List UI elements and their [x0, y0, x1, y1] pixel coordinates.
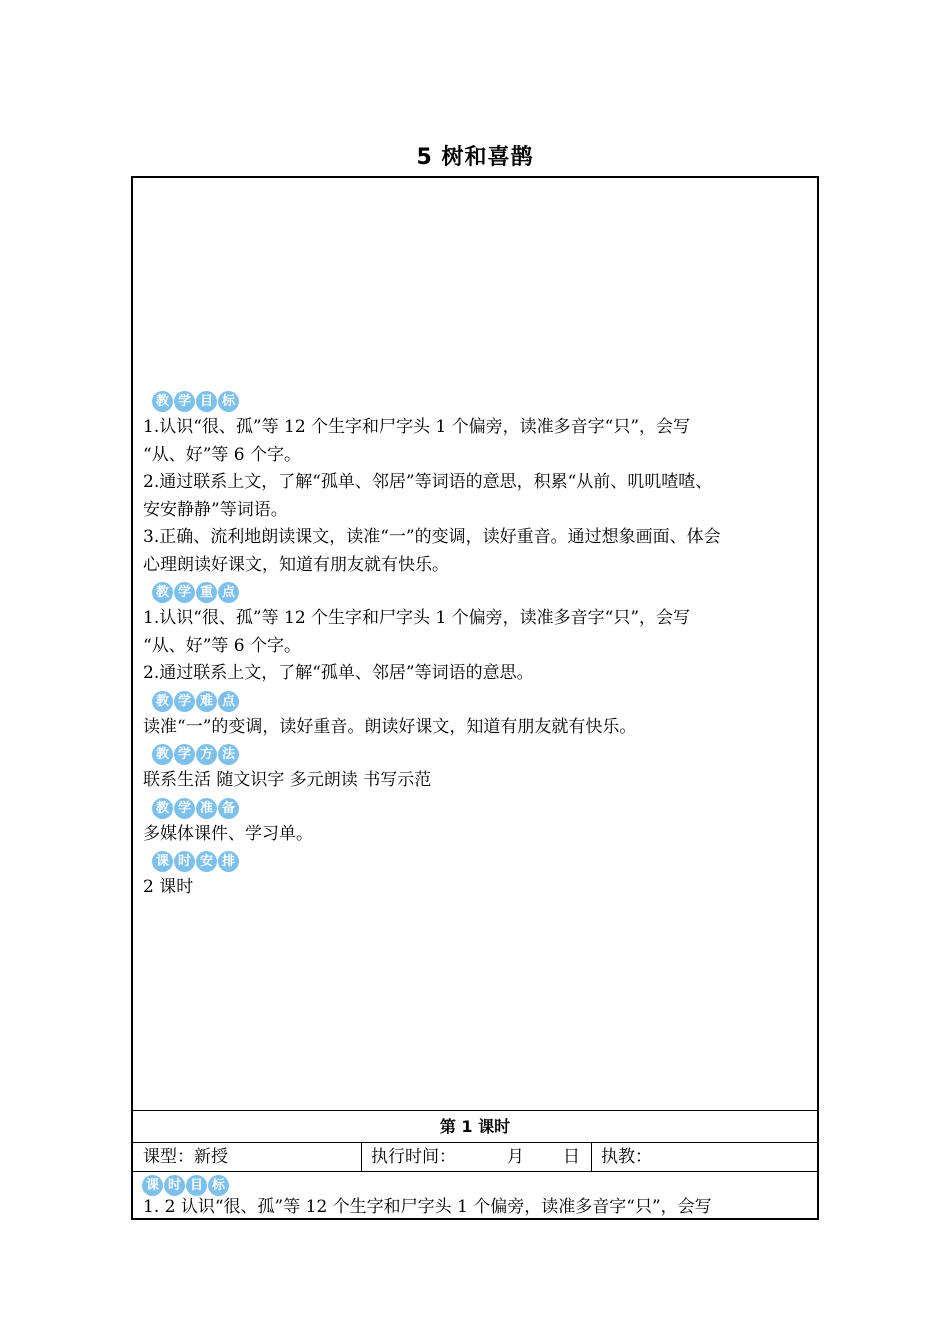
overview-content: [143, 388, 809, 902]
lesson-goal-badge-row: [133, 1172, 229, 1198]
methods-line: 联系生活 随文识字 多元朗读 书写示范: [143, 770, 432, 790]
lesson-info-row: [133, 1143, 817, 1171]
badge-schedule: [152, 850, 239, 873]
preparation-line: 多媒体课件、学习单。: [143, 823, 313, 844]
badge-char: 排: [218, 851, 239, 872]
badge-char: 标: [208, 1175, 229, 1196]
key-points-line: 1.认识“很、孤”等 12 个生字和尸字头 1 个偏旁，读准多音字“只”，会写: [143, 608, 691, 628]
badge-char: 准: [196, 798, 217, 819]
badge-char: 法: [218, 744, 239, 765]
execution-time-label: 执行时间：: [371, 1147, 456, 1167]
badge-char: 学: [174, 391, 195, 412]
goals-line: 1.认识“很、孤”等 12 个生字和尸字头 1 个偏旁，读准多音字“只”，会写: [143, 417, 691, 437]
badge-char: 学: [174, 582, 195, 603]
badge-teaching-goals: [152, 390, 239, 413]
badge-lesson-goals: [142, 1174, 229, 1197]
lesson-goal-line: 1. 2 认识“很、孤”等 12 个生字和尸字头 1 个偏旁，读准多音字“只”，会写: [143, 1197, 712, 1217]
badge-methods: [152, 743, 239, 766]
teacher-label: 执教：: [601, 1147, 652, 1167]
badge-difficulties: [152, 690, 239, 713]
badge-char: 教: [152, 744, 173, 765]
badge-char: 安: [196, 851, 217, 872]
badge-char: 教: [152, 691, 173, 712]
badge-char: 目: [186, 1175, 207, 1196]
month-label: 月: [507, 1147, 524, 1167]
lesson-title: 第 1 课时: [439, 1117, 511, 1136]
badge-char: 教: [152, 582, 173, 603]
key-points-line: “从、好”等 6 个字。: [143, 635, 302, 656]
badge-char: 目: [196, 391, 217, 412]
day-label: 日: [563, 1147, 580, 1167]
badge-char: 时: [174, 851, 195, 872]
table-divider: [133, 1110, 817, 1111]
badge-char: 教: [152, 391, 173, 412]
goals-line: “从、好”等 6 个字。: [143, 444, 302, 465]
badge-char: 教: [152, 798, 173, 819]
overview-cell: [133, 178, 817, 1110]
lesson-type: 课型：新授: [143, 1147, 228, 1167]
badge-char: 学: [174, 798, 195, 819]
goals-line: 2.通过联系上文，了解“孤单、邻居”等词语的意思，积累“从前、叽叽喳喳、: [143, 472, 713, 492]
schedule-line: 2 课时: [143, 877, 194, 897]
goals-line: 心理朗读好课文，知道有朋友就有快乐。: [143, 554, 449, 575]
badge-char: 方: [196, 744, 217, 765]
lesson-plan-table: [131, 176, 819, 1220]
badge-char: 重: [196, 582, 217, 603]
goals-line: 安安静静”等词语。: [143, 499, 288, 520]
badge-char: 时: [164, 1175, 185, 1196]
badge-char: 标: [218, 391, 239, 412]
difficulties-line: 读准“一”的变调，读好重音。朗读好课文，知道有朋友就有快乐。: [143, 716, 637, 737]
badge-char: 学: [174, 744, 195, 765]
badge-char: 备: [218, 798, 239, 819]
badge-char: 点: [218, 691, 239, 712]
badge-char: 课: [142, 1175, 163, 1196]
goals-line: 3.正确、流利地朗读课文，读准“一”的变调，读好重音。通过想象画面、体会: [143, 527, 721, 547]
badge-preparation: [152, 797, 239, 820]
badge-char: 学: [174, 691, 195, 712]
key-points-line: 2.通过联系上文，了解“孤单、邻居”等词语的意思。: [143, 663, 534, 683]
badge-char: 课: [152, 851, 173, 872]
badge-key-points: [152, 581, 239, 604]
page-title: 5 树和喜鹊: [416, 145, 534, 170]
table-divider: [133, 1171, 817, 1172]
badge-char: 难: [196, 691, 217, 712]
badge-char: 点: [218, 582, 239, 603]
